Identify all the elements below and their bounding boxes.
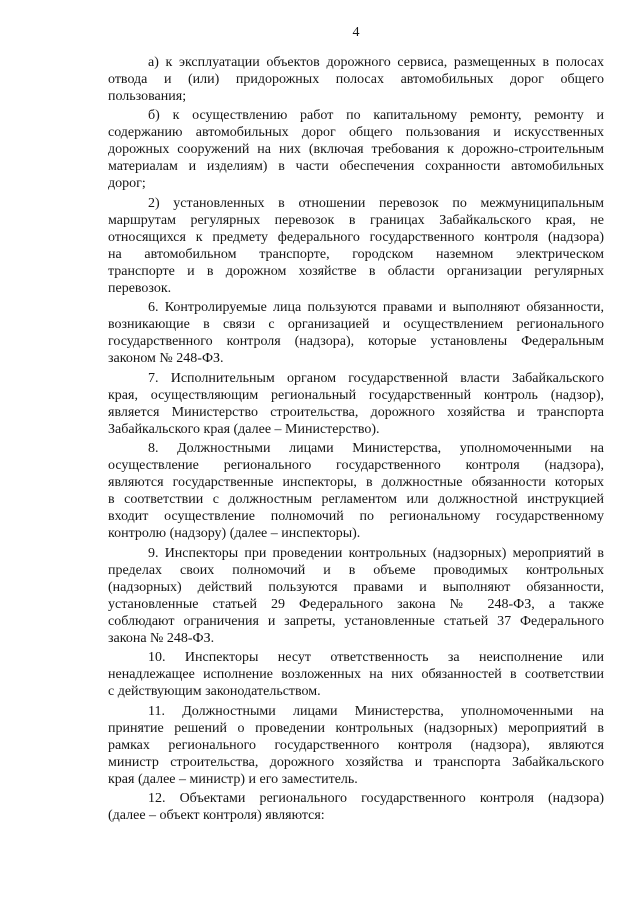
- text-line: дорог;: [108, 176, 146, 192]
- text-line: отвода и (или) придорожных полосах автомобильных дорог общего: [108, 71, 604, 87]
- text-line: закона № 248-ФЗ.: [108, 630, 215, 646]
- text-line: а) к эксплуатации объектов дорожного сервиса, размещенных в полосах: [148, 54, 604, 70]
- clause-10-paragraph: [108, 649, 604, 700]
- text-line: б) к осуществлению работ по капитальному ремонту, ремонту и: [148, 108, 604, 124]
- text-line: маршрутам регулярных перевозок в границах Забайкальского края, не: [108, 212, 604, 228]
- text-line: являются государственные инспекторы, в должностные обязанности которых: [108, 475, 604, 491]
- text-line: возникающие в связи с организацией и осуществлением регионального: [108, 317, 604, 333]
- text-line: соблюдают ограничения и запреты, установленные статьей 37 Федерального: [108, 613, 604, 629]
- text-line: Забайкальского края (далее – Министерство).: [108, 421, 380, 437]
- text-line: 7. Исполнительным органом государственной власти Забайкальского: [148, 370, 604, 386]
- text-line: перевозок.: [108, 280, 172, 296]
- text-line: края, осуществляющим региональный государственный контроль (надзор),: [108, 387, 604, 403]
- text-line: 11. Должностными лицами Министерства, уполномоченными на: [148, 703, 604, 719]
- clause-2-paragraph: [108, 195, 604, 297]
- text-line: 8. Должностными лицами Министерства, уполномоченными на: [148, 441, 604, 457]
- clause-b-paragraph: [108, 107, 604, 192]
- text-line: пользования;: [108, 88, 187, 104]
- text-line: ненадлежащее исполнение возложенных на них обязанностей в соответствии: [108, 667, 604, 683]
- text-line: (надзорных) действий пользуются правами и выполняют обязанности,: [108, 579, 604, 595]
- text-line: законом № 248-ФЗ.: [108, 351, 224, 367]
- text-line: рамках регионального государственного контроля (надзора), являются: [108, 737, 604, 753]
- text-line: 6. Контролируемые лица пользуются правами и выполняют обязанности,: [148, 300, 604, 316]
- clause-8-paragraph: [108, 440, 604, 542]
- text-line: 12. Объектами регионального государственного контроля (надзора): [148, 791, 604, 807]
- text-line: государственного контроля (надзора), которые установлены Федеральным: [108, 334, 604, 350]
- text-line: края (далее – министр) и его заместитель.: [108, 771, 358, 787]
- text-line: является Министерство строительства, дорожного хозяйства и транспорта: [108, 404, 604, 420]
- text-line: на автомобильном транспорте, городском наземном электрическом: [108, 246, 604, 262]
- text-line: 10. Инспекторы несут ответственность за неисполнение или: [148, 650, 604, 666]
- text-line: в соответствии с должностным регламентом или должностной инструкцией: [108, 492, 604, 508]
- clause-6-paragraph: [108, 299, 604, 367]
- text-line: дорожных сооружений на них (включая требования к дорожно-строительным: [108, 142, 604, 158]
- clause-a-paragraph: [108, 54, 604, 105]
- text-line: транспорте и в дорожном хозяйстве в области организации регулярных: [108, 263, 604, 279]
- text-line: принятие решений о проведении контрольных (надзорных) мероприятий в: [108, 720, 604, 736]
- text-line: относящихся к предмету федерального государственного контроля (надзора): [108, 229, 604, 245]
- clause-12-paragraph: [108, 790, 604, 824]
- text-line: контролю (надзору) (далее – инспекторы).: [108, 526, 361, 542]
- document-body: [108, 54, 604, 827]
- clause-7-paragraph: [108, 370, 604, 438]
- text-line: 9. Инспекторы при проведении контрольных (надзорных) мероприятий в: [148, 545, 604, 561]
- text-line: (далее – объект контроля) являются:: [108, 808, 325, 824]
- text-line: содержанию автомобильных дорог общего пользования и искусственных: [108, 125, 604, 141]
- text-line: министр строительства, дорожного хозяйства и транспорта Забайкальского: [108, 754, 604, 770]
- text-line: с действующим законодательством.: [108, 684, 321, 700]
- text-line: 2) установленных в отношении перевозок по межмуниципальным: [148, 195, 604, 211]
- page-number: 4: [352, 25, 360, 40]
- clause-11-paragraph: [108, 703, 604, 788]
- clause-9-paragraph: [108, 545, 604, 647]
- text-line: материалам и изделиям) в части обеспечения сохранности автомобильных: [108, 159, 604, 175]
- text-line: пределах своих полномочий и в объеме проводимых контрольных: [108, 562, 604, 578]
- text-line: входит осуществление полномочий по региональному государственному: [108, 509, 604, 525]
- text-line: осуществление регионального государственного контроля (надзора),: [108, 458, 604, 474]
- text-line: установленные статьей 29 Федерального закона № 248-ФЗ, а также: [108, 596, 604, 612]
